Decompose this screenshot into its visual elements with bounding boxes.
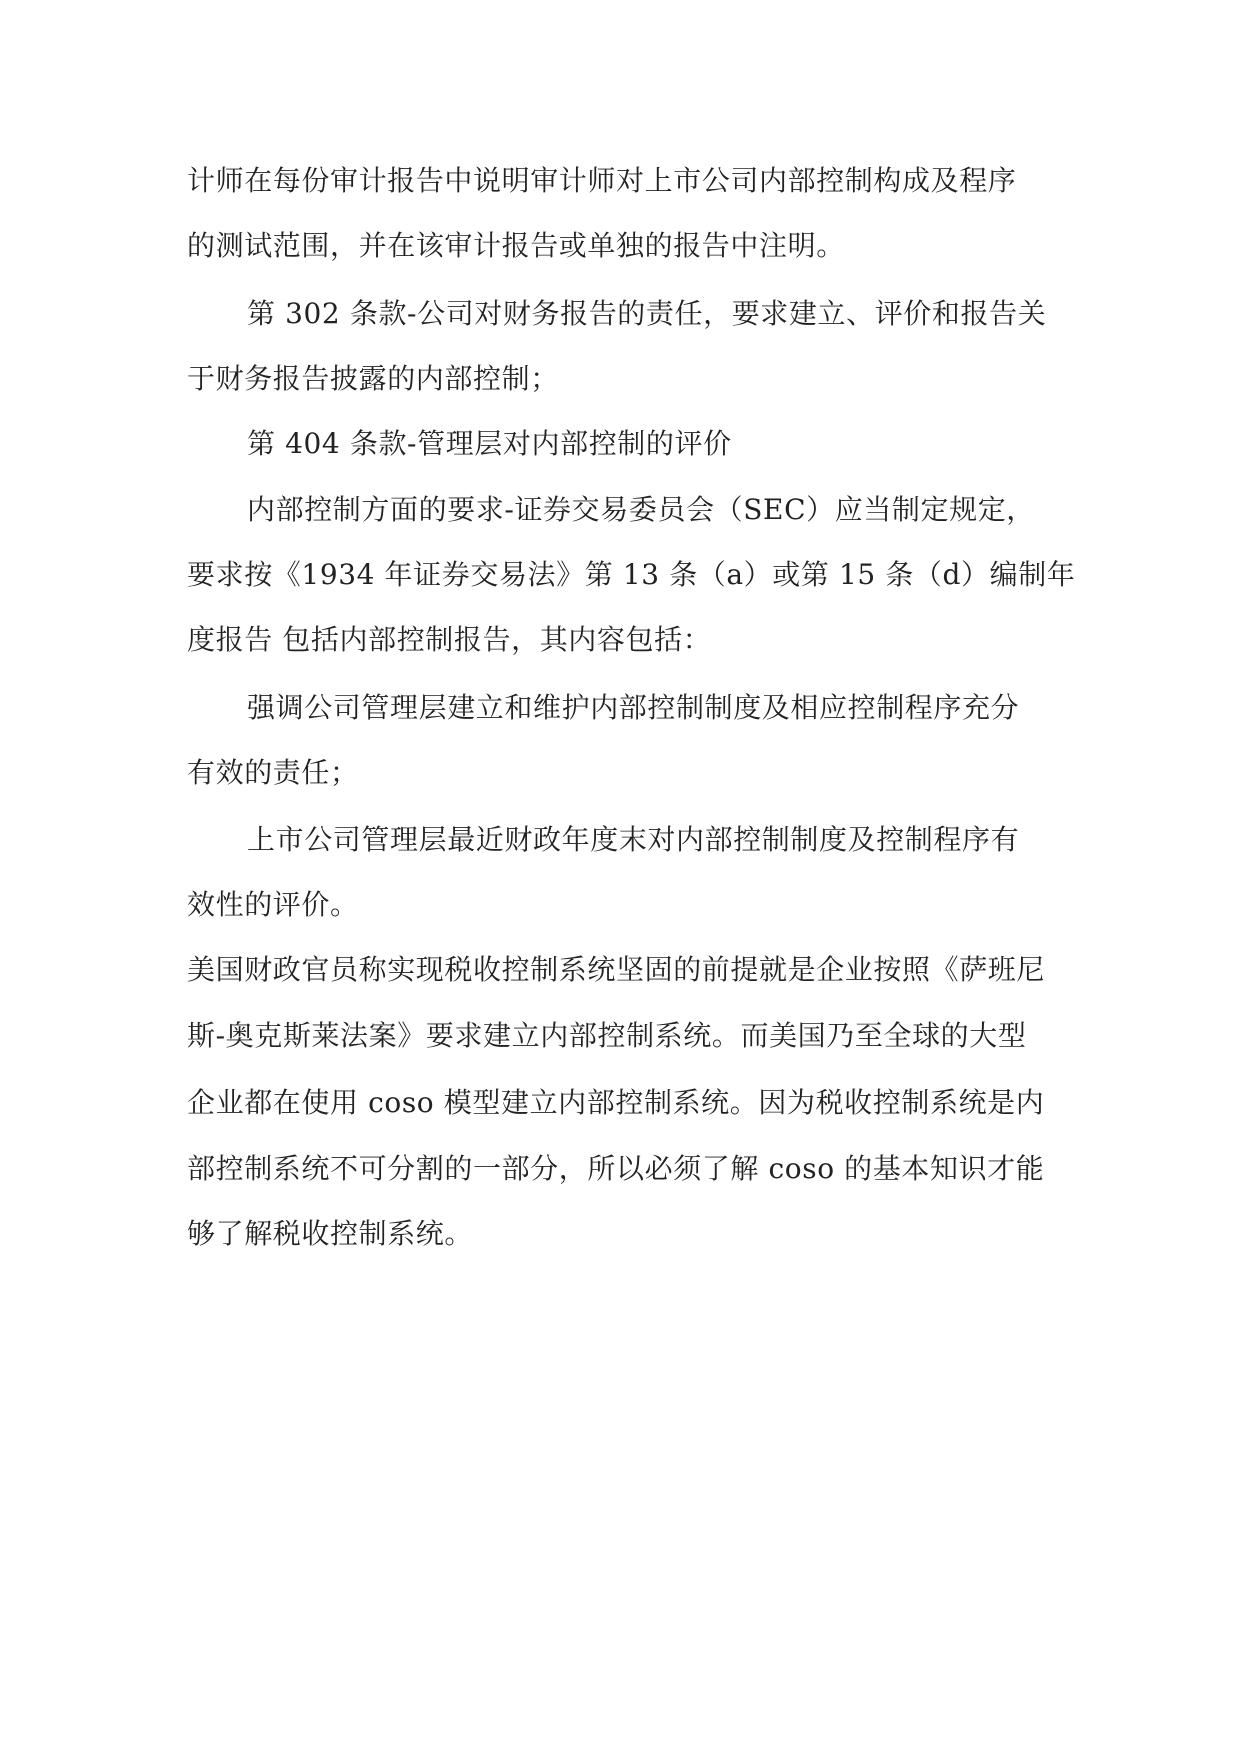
paragraph-section-404: 第 404 条款-管理层对内部控制的评价	[247, 427, 732, 460]
paragraph-management-responsibility: 强调公司管理层建立和维护内部控制制度及相应控制程序充分	[247, 691, 1020, 724]
paragraph-internal-control-requirements: 内部控制方面的要求-证券交易委员会（SEC）应当制定规定，	[247, 493, 1035, 526]
text-line: 部控制系统不可分割的一部分，所以必须了解 coso 的基本知识才能	[187, 1152, 1045, 1185]
text-line: 度报告 包括内部控制报告，其内容包括：	[187, 623, 712, 656]
paragraph-tax-control-system: 美国财政官员称实现税收控制系统坚固的前提就是企业按照《萨班尼	[187, 953, 1046, 986]
text-line: 的测试范围，并在该审计报告或单独的报告中注明。	[187, 229, 845, 262]
text-line: 于财务报告披露的内部控制；	[187, 362, 559, 395]
text-line: 计师在每份审计报告中说明审计师对上市公司内部控制构成及程序	[187, 164, 1017, 197]
text-line: 够了解税收控制系统。	[187, 1217, 474, 1250]
text-line: 要求按《1934 年证券交易法》第 13 条（a）或第 15 条（d）编制年	[187, 558, 1076, 591]
paragraph-management-evaluation: 上市公司管理层最近财政年度末对内部控制制度及控制程序有	[247, 823, 1020, 856]
paragraph-section-302: 第 302 条款-公司对财务报告的责任，要求建立、评价和报告关	[247, 297, 1047, 330]
text-line: 效性的评价。	[187, 888, 359, 921]
text-line: 斯-奥克斯莱法案》要求建立内部控制系统。而美国乃至全球的大型	[187, 1019, 1027, 1052]
text-line: 有效的责任；	[187, 756, 359, 789]
text-line: 企业都在使用 coso 模型建立内部控制系统。因为税收控制系统是内	[187, 1086, 1045, 1119]
